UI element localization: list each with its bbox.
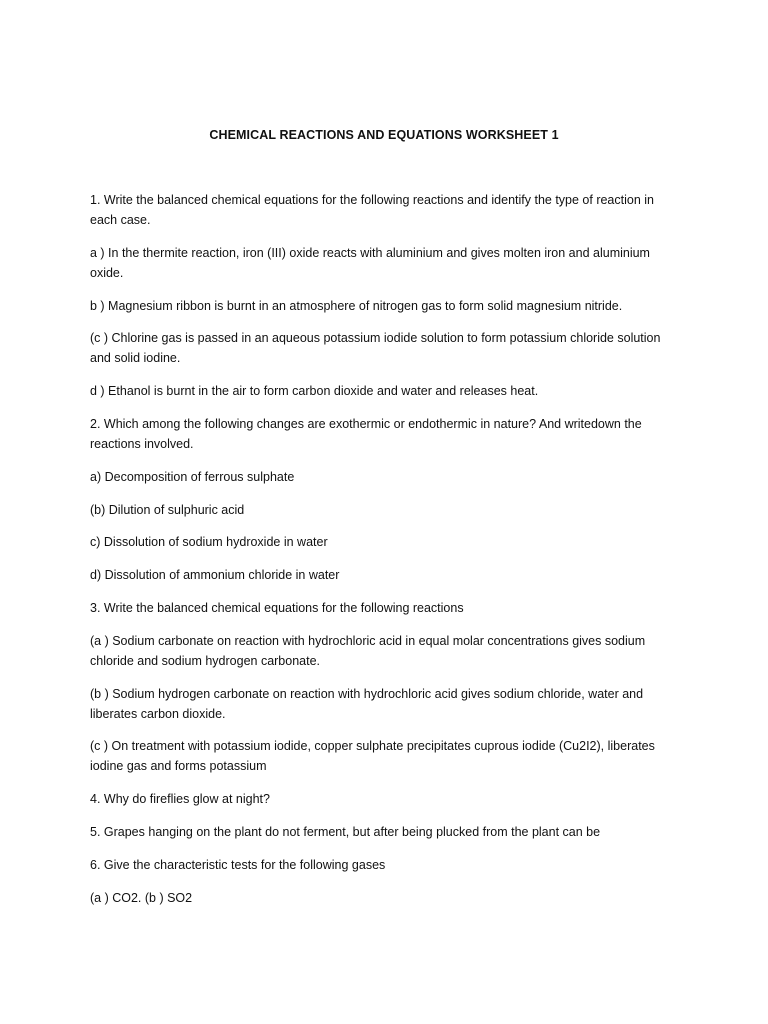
question-6-parts: (a ) CO2. (b ) SO2 (90, 890, 193, 905)
question-1: 1. Write the balanced chemical equations for the following reactions and identify the type of reaction in each case. (90, 193, 654, 227)
question-1-part-c: (c ) Chlorine gas is passed in an aqueous potassium iodide solution to form potassium chloride solution and solid iodine. (90, 331, 661, 366)
question-1-part-b: b ) Magnesium ribbon is burnt in an atmosphere of nitrogen gas to form solid magnesium nitride. (90, 298, 623, 313)
question-5: 5. Grapes hanging on the plant do not ferment, but after being plucked from the plant can be (90, 824, 601, 839)
question-4: 4. Why do fireflies glow at night? (90, 792, 270, 807)
question-6: 6. Give the characteristic tests for the following gases (90, 857, 386, 872)
worksheet-body (90, 190, 680, 920)
question-2: 2. Which among the following changes are exothermic or endothermic in nature? And writedown the reactions involved. (90, 416, 642, 451)
question-2-part-a: a) Decomposition of ferrous sulphate (90, 469, 295, 484)
question-3-part-b: (b ) Sodium hydrogen carbonate on reaction with hydrochloric acid gives sodium chloride, water and liberates carbon dioxide. (90, 686, 644, 721)
question-1-part-d: d ) Ethanol is burnt in the air to form carbon dioxide and water and releases heat. (90, 384, 539, 399)
question-1-part-a: a ) In the thermite reaction, iron (III) oxide reacts with aluminium and gives molten iron and aluminium oxide. (90, 245, 650, 280)
question-3-part-a: (a ) Sodium carbonate on reaction with hydrochloric acid in equal molar concentrations gives sodium chloride and sodium hydrogen carbonate. (90, 633, 646, 668)
question-2-part-d: d) Dissolution of ammonium chloride in water (90, 568, 340, 583)
question-2-part-c: c) Dissolution of sodium hydroxide in water (90, 535, 328, 550)
worksheet-title: CHEMICAL REACTIONS AND EQUATIONS WORKSHEET 1 (209, 128, 559, 142)
question-2-part-b: (b) Dilution of sulphuric acid (90, 502, 245, 517)
question-3: 3. Write the balanced chemical equations for the following reactions (90, 600, 464, 615)
question-3-part-c: (c ) On treatment with potassium iodide, copper sulphate precipitates cuprous iodide (Cu2I2), liberates iodine gas and forms potassium (90, 739, 655, 774)
